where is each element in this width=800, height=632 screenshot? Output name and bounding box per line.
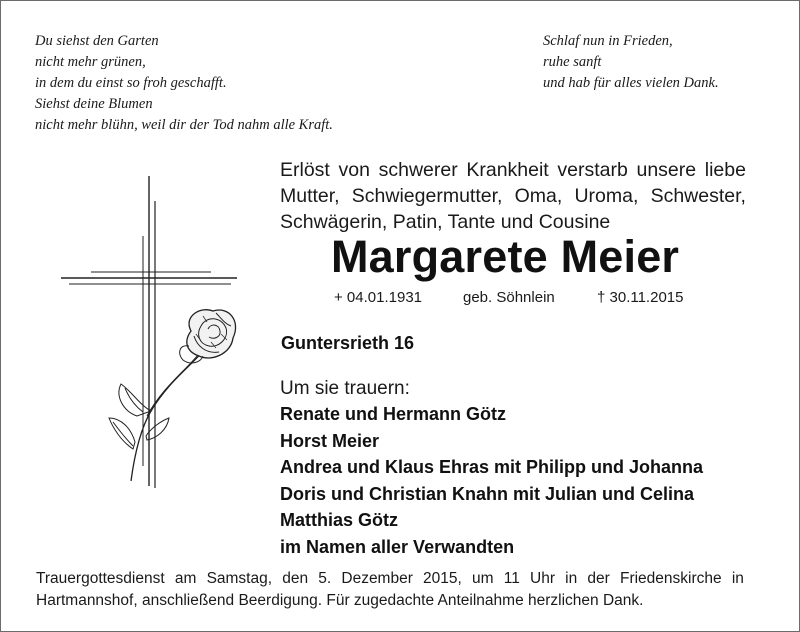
service-info (36, 568, 744, 612)
service-info-line: Hartmannshof, anschließend Beerdigung. Für zugedachte Anteilnahme herzlichen Dank. (36, 592, 644, 609)
address: Guntersrieth 16 (281, 333, 415, 353)
poem-left (35, 31, 333, 136)
poem-left-line: nicht mehr grünen, (35, 54, 146, 70)
mourner-entry: Renate und Hermann Götz (280, 404, 507, 424)
mourner-entry: Matthias Götz (280, 510, 399, 531)
poem-right-line: ruhe sanft (543, 54, 602, 70)
poem-left-line: Du siehst den Garten (35, 33, 159, 49)
mourner-entry: Andrea und Klaus Ehras mit Philipp und Johanna (280, 457, 704, 478)
rose-bloom (180, 310, 236, 363)
maiden-name: geb. Söhnlein (463, 289, 555, 306)
mourners-list (280, 401, 703, 561)
birth-date: + 04.01.1931 (334, 289, 423, 306)
poem-left-line: Siehst deine Blumen (35, 96, 153, 112)
intro-line: Mutter, Schwiegermutter, Oma, Uroma, Schwester, (280, 185, 746, 207)
mourners-label: Um sie trauern: (280, 378, 410, 399)
mourner-entry: Doris und Christian Knahn mit Julian und Celina (280, 483, 695, 504)
intro-text (280, 157, 746, 235)
poem-right-line: Schlaf nun in Frieden, (543, 33, 673, 49)
poem-left-line: nicht mehr blühn, weil dir der Tod nahm alle Kraft. (35, 117, 333, 133)
death-date: † 30.11.2015 (597, 289, 684, 306)
service-info-line: Trauergottesdienst am Samstag, den 5. Dezember 2015, um 11 Uhr in der Friedenskirche in (36, 570, 744, 587)
intro-line: Schwägerin, Patin, Tante und Cousine (280, 211, 611, 233)
mourner-entry: im Namen aller Verwandten (280, 536, 515, 557)
deceased-name: Margarete Meier (331, 231, 680, 282)
mourner-entry: Horst Meier (280, 430, 380, 451)
rose-icon (109, 310, 236, 481)
cross-with-rose-illustration (51, 166, 241, 496)
poem-left-line: in dem du einst so froh geschafft. (35, 75, 227, 91)
poem-right-line: und hab für alles vielen Dank. (543, 75, 719, 91)
intro-line: Erlöst von schwerer Krankheit verstarb unsere liebe (280, 159, 746, 181)
poem-right (543, 31, 719, 94)
